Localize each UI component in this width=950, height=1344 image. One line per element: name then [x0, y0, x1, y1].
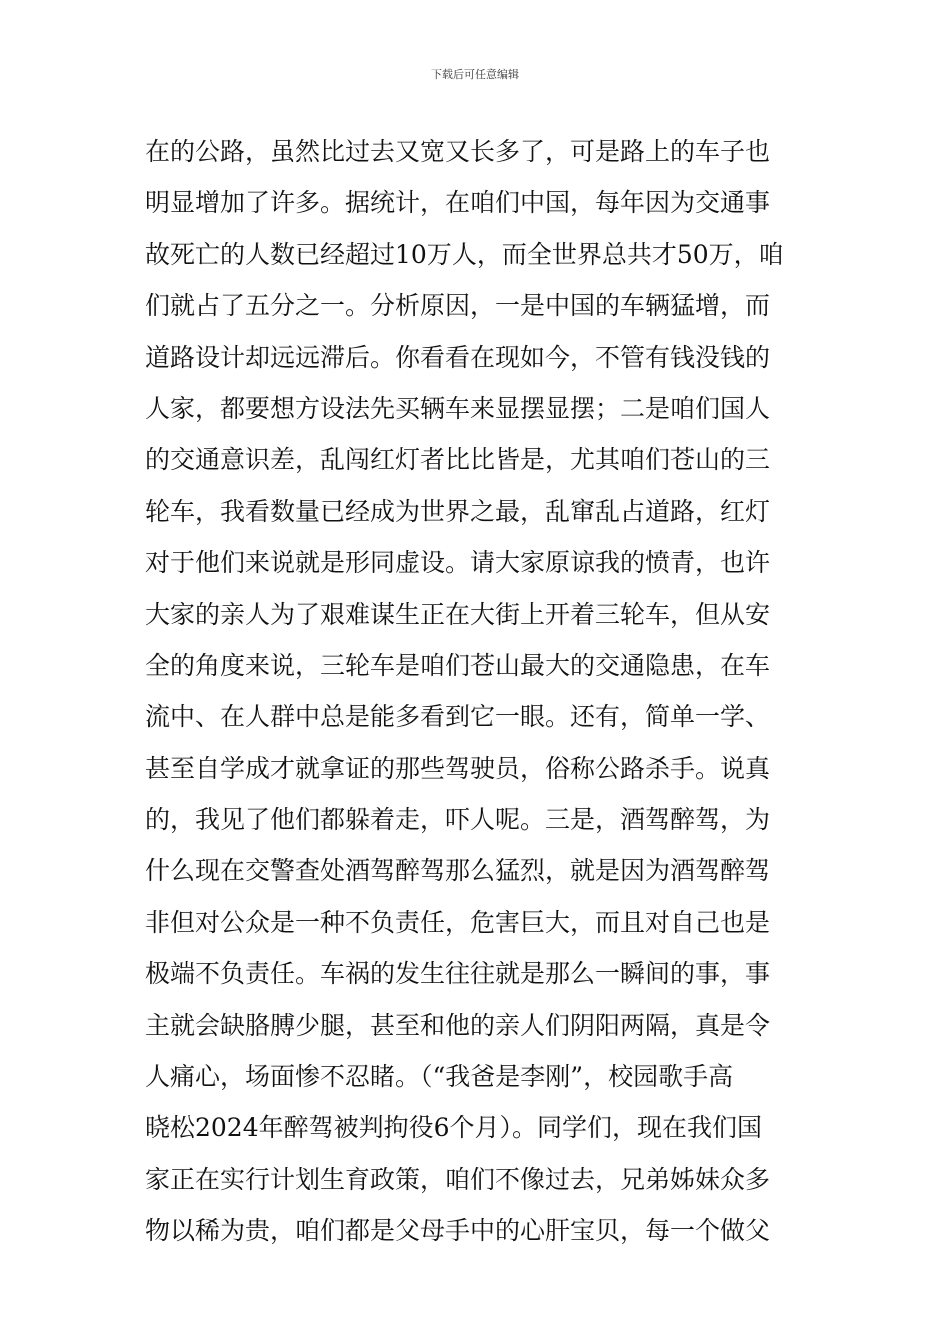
text-line-16: 非但对公众是一种不负责任，危害巨大，而且对自己也是 — [145, 907, 771, 937]
text-line-22: 物以稀为贵，咱们都是父母手中的心肝宝贝，每一个做父 — [145, 1216, 771, 1246]
text-line-4: 们就占了五分之一。分析原因，一是中国的车辆猛增，而 — [145, 291, 771, 321]
text-line-17: 极端不负责任。车祸的发生往往就是那么一瞬间的事，事 — [145, 959, 771, 989]
text-line-8: 轮车，我看数量已经成为世界之最，乱窜乱占道路，红灯 — [145, 496, 771, 526]
text-line-13: 甚至自学成才就拿证的那些驾驶员，俗称公路杀手。说真 — [145, 753, 771, 783]
text-line-1: 在的公路，虽然比过去又宽又长多了，可是路上的车子也 — [145, 137, 771, 166]
text-line-7: 的交通意识差，乱闯红灯者比比皆是，尤其咱们苍山的三 — [145, 445, 771, 475]
text-line-19: 人痛心，场面惨不忍睹。（“我爸是李刚”，校园歌手高 — [145, 1062, 734, 1092]
page-header: 下载后可任意编辑 — [431, 68, 519, 81]
text-line-20: 晓松2024年醉驾被判拘役6个月）。同学们，现在我们国 — [145, 1113, 763, 1143]
text-line-10: 大家的亲人为了艰难谋生正在大街上开着三轮车，但从安 — [145, 599, 771, 629]
text-line-9: 对于他们来说就是形同虚设。请大家原谅我的愤青，也许 — [145, 548, 771, 578]
text-line-5: 道路设计却远远滞后。你看看在现如今，不管有钱没钱的 — [145, 342, 771, 372]
text-line-18: 主就会缺胳膊少腿，甚至和他的亲人们阴阳两隔，真是令 — [145, 1010, 771, 1040]
text-line-2: 明显增加了许多。据统计，在咱们中国，每年因为交通事 — [145, 188, 771, 218]
text-line-12: 流中、在人群中总是能多看到它一眼。还有，简单一学、 — [145, 702, 771, 732]
text-line-14: 的，我见了他们都躲着走，吓人呢。三是，酒驾醉驾，为 — [145, 805, 771, 835]
text-line-3: 故死亡的人数已经超过10万人，而全世界总共才50万，咱 — [145, 239, 784, 269]
document-body — [145, 126, 815, 1257]
text-line-11: 全的角度来说，三轮车是咱们苍山最大的交通隐患，在车 — [145, 650, 771, 680]
text-line-6: 人家，都要想方设法先买辆车来显摆显摆；二是咱们国人 — [145, 393, 771, 423]
text-line-21: 家正在实行计划生育政策，咱们不像过去，兄弟姊妹众多 — [145, 1164, 771, 1194]
text-line-15: 什么现在交警查处酒驾醉驾那么猛烈，就是因为酒驾醉驾 — [145, 856, 771, 886]
